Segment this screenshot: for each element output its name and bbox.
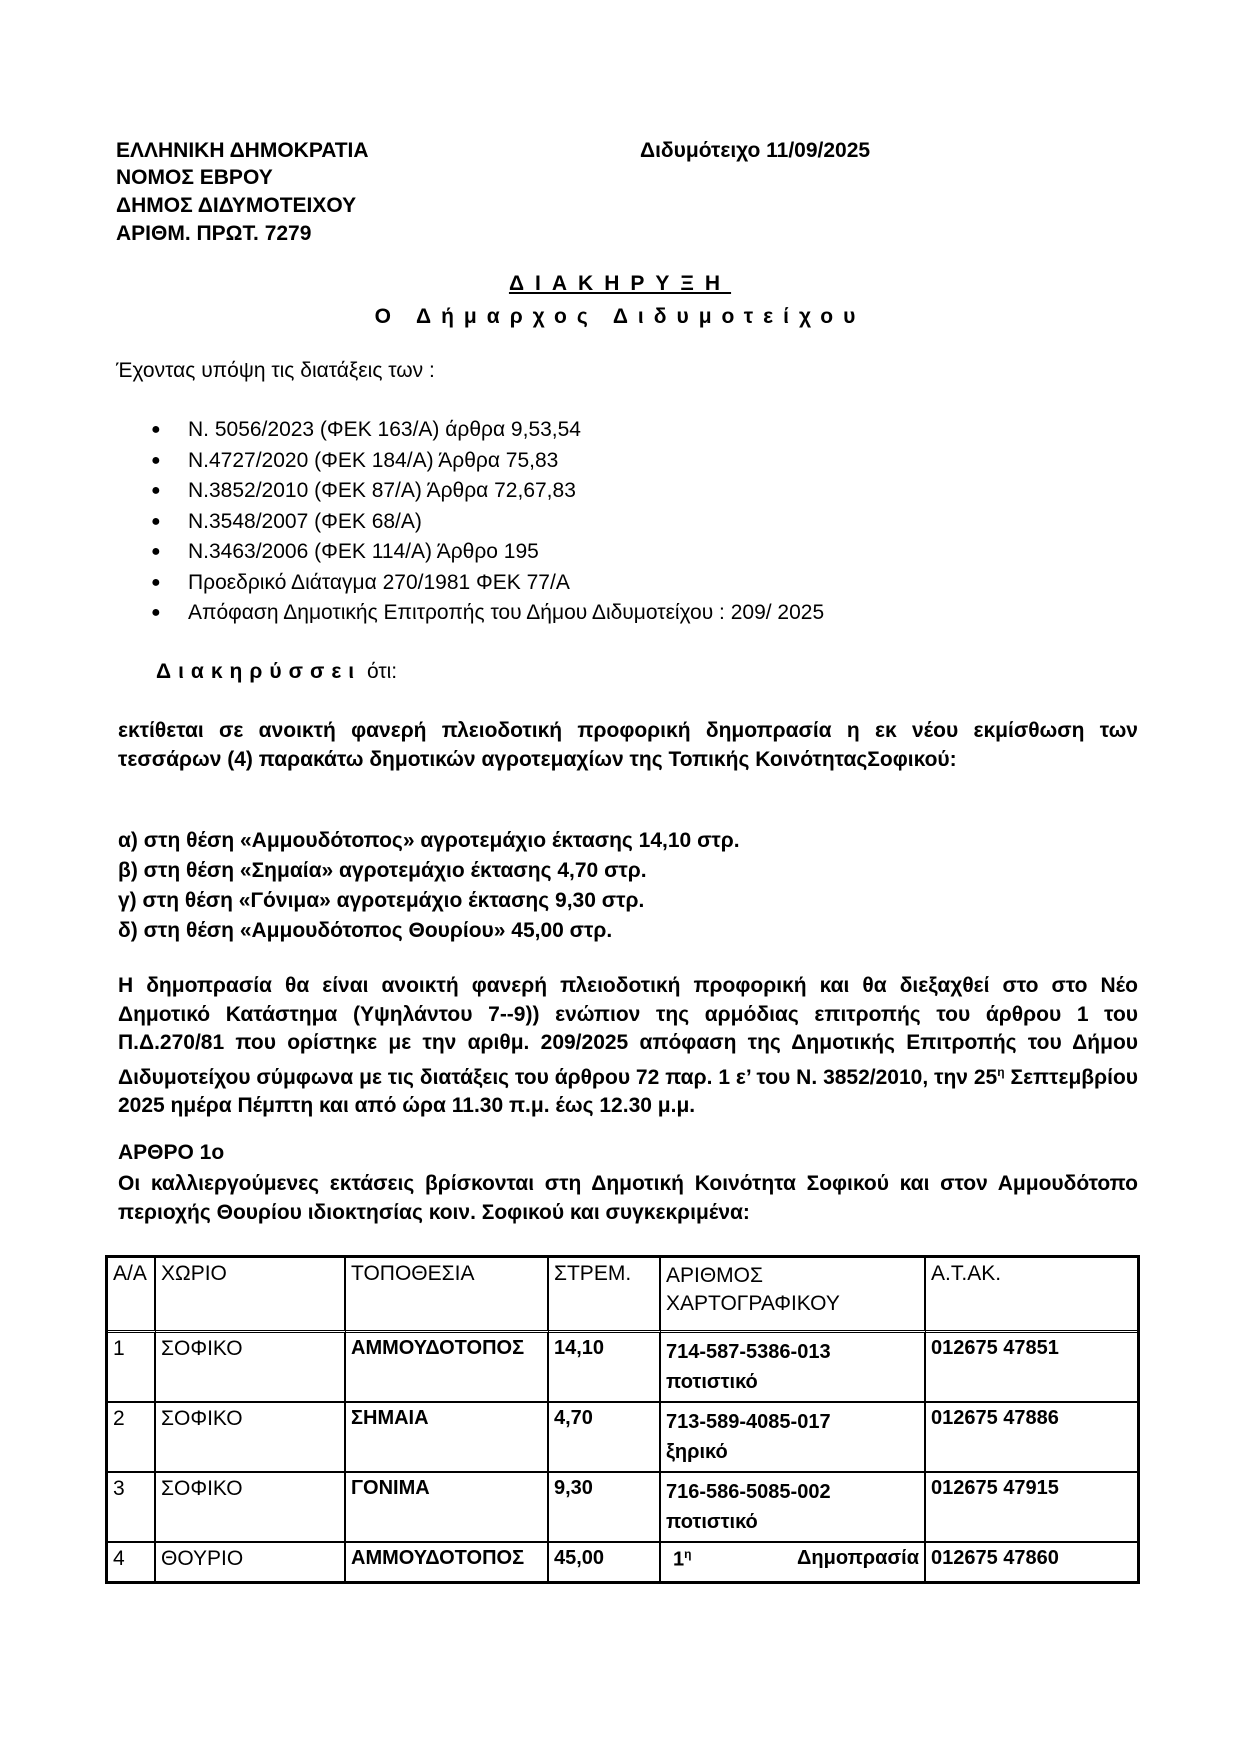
table-row: 3 ΣΟΦΙΚΟ ΓΟΝΙΜΑ 9,30 716-586-5085-002 ποτιστικό 012675 47915 <box>108 1473 1137 1543</box>
column-header: ΑΡΙΘΜΟΣ ΧΑΡΤΟΓΡΑΦΙΚΟΥ <box>661 1258 926 1333</box>
list-item: ● Ν.4727/2020 (ΦΕΚ 184/Α) Άρθρα 75,83 <box>188 446 824 477</box>
list-item: ● Απόφαση Δημοτικής Επιτροπής του Δήμου Διδυμοτείχου : 209/ 2025 <box>188 598 824 629</box>
header-date: Διδυμότειχο 11/09/2025 <box>640 139 871 162</box>
header-protocol: ΑΡΙΘΜ. ΠΡΩΤ. 7279 <box>116 222 312 245</box>
list-item: β) στη θέση «Σημαία» αγροτεμάχιο έκτασης 4,70 στρ. <box>118 859 647 882</box>
document-title: ΔΙΑΚΗΡΥΞΗ <box>508 272 732 295</box>
column-header: Α/Α <box>108 1258 156 1333</box>
plots-table <box>105 1255 1140 1584</box>
list-item: ● Ν.3852/2010 (ΦΕΚ 87/Α) Άρθρα 72,67,83 <box>188 476 824 507</box>
bullet-icon: ● <box>151 421 161 438</box>
article-text: Οι καλλιεργούμενες εκτάσεις βρίσκονται στη Δημοτική Κοινότητα Σοφικού και στον Αμμουδότοπο περιοχής Θουρίου ιδιοκτησίας κοιν. Σοφικού και συγκεκριμένα: <box>118 1172 1138 1224</box>
header-country: ΕΛΛΗΝΙΚΗ ΔΗΜΟΚΡΑΤΙΑ <box>116 139 369 162</box>
intro-text: Έχοντας υπόψη τις διατάξεις των : <box>116 359 435 382</box>
auction-paragraph: Η δημοπρασία θα είναι ανοικτή φανερή πλειοδοτική προφορική και θα διεξαχθεί στο στο Νέο Δημοτικό Κατάστημα (Υψηλάντου 7--9)) ενώπιον της αρμόδιας επιτροπής του άρθρου 1 του Π.Δ.270/81 που ορίστηκε με την αριθμ. 209/2025 απόφαση της Δημοτικής Επιτροπής του Δήμου Διδυμοτείχου σύμφωνα με τις διατάξεις του άρθρου 72 παρ. 1 ε’ του Ν. 3852/2010, την $25^\eta$ Σεπτεμβρίου 2025 ημέρα Πέμπτη και από ώρα 11.30 π.μ. έως 12.30 μ.μ. <box>118 974 1138 1117</box>
declares-word: Διακηρύσσει <box>156 660 362 683</box>
article-heading: ΑΡΘΡΟ 1ο <box>118 1141 225 1164</box>
header-left <box>116 137 369 248</box>
table-row: 4 ΘΟΥΡΙΟ ΑΜΜΟΥΔΟΤΟΠΟΣ 45,00 $1^\eta$ Δημοπρασία 012675 47860 <box>108 1543 1137 1581</box>
column-header: ΧΩΡΙΟ <box>156 1258 346 1333</box>
declares-line <box>156 660 397 684</box>
column-header: ΣΤΡΕΜ. <box>549 1258 661 1333</box>
bullet-icon: ● <box>151 604 161 621</box>
plots-list <box>118 826 740 946</box>
list-item: ● Ν.3463/2006 (ΦΕΚ 114/Α) Άρθρο 195 <box>188 537 824 568</box>
list-item: δ) στη θέση «Αμμουδότοπος Θουρίου» 45,00 στρ. <box>118 919 613 942</box>
declares-rest: ότι: <box>366 660 398 683</box>
bullet-icon: ● <box>151 512 161 530</box>
bullet-icon: ● <box>151 573 161 591</box>
table-header-row <box>108 1258 1137 1333</box>
table-row: 2 ΣΟΦΙΚΟ ΣΗΜΑΙΑ 4,70 713-589-4085-017 ξηρικό 012675 47886 <box>108 1403 1137 1473</box>
list-item: α) στη θέση «Αμμουδότοπος» αγροτεμάχιο έκτασης 14,10 στρ. <box>118 829 740 852</box>
header-municipality: ΔΗΜΟΣ ΔΙΔΥΜΟΤΕΙΧΟΥ <box>116 194 357 217</box>
list-item: ● Ν.3548/2007 (ΦΕΚ 68/Α) <box>188 507 824 538</box>
document-subtitle: Ο Δήμαρχος Διδυμοτείχου <box>374 305 866 328</box>
paragraph-intro: εκτίθεται σε ανοικτή φανερή πλειοδοτική προφορική δημοπρασία η εκ νέου εκμίσθωση των τεσσάρων (4) παρακάτω δημοτικών αγροτεμαχίων της Τοπικής ΚοινότηταςΣοφικού: <box>118 719 1138 771</box>
table-row: 1 ΣΟΦΙΚΟ ΑΜΜΟΥΔΟΤΟΠΟΣ 14,10 714-587-5386-013 ποτιστικό 012675 47851 <box>108 1333 1137 1403</box>
bullet-icon: ● <box>151 543 161 560</box>
header-prefecture: ΝΟΜΟΣ ΕΒΡΟΥ <box>116 166 273 189</box>
bullet-icon: ● <box>151 451 161 469</box>
column-header: Α.Τ.ΑΚ. <box>926 1258 1137 1333</box>
column-header: ΤΟΠΟΘΕΣΙΑ <box>346 1258 549 1333</box>
list-item: γ) στη θέση «Γόνιμα» αγροτεμάχιο έκτασης 9,30 στρ. <box>118 889 645 912</box>
list-item: ● Ν. 5056/2023 (ΦΕΚ 163/Α) άρθρα 9,53,54 <box>188 415 824 446</box>
bullet-icon: ● <box>151 482 161 499</box>
laws-list <box>151 415 825 629</box>
list-item: ● Προεδρικό Διάταγμα 270/1981 ΦΕΚ 77/Α <box>188 568 824 599</box>
